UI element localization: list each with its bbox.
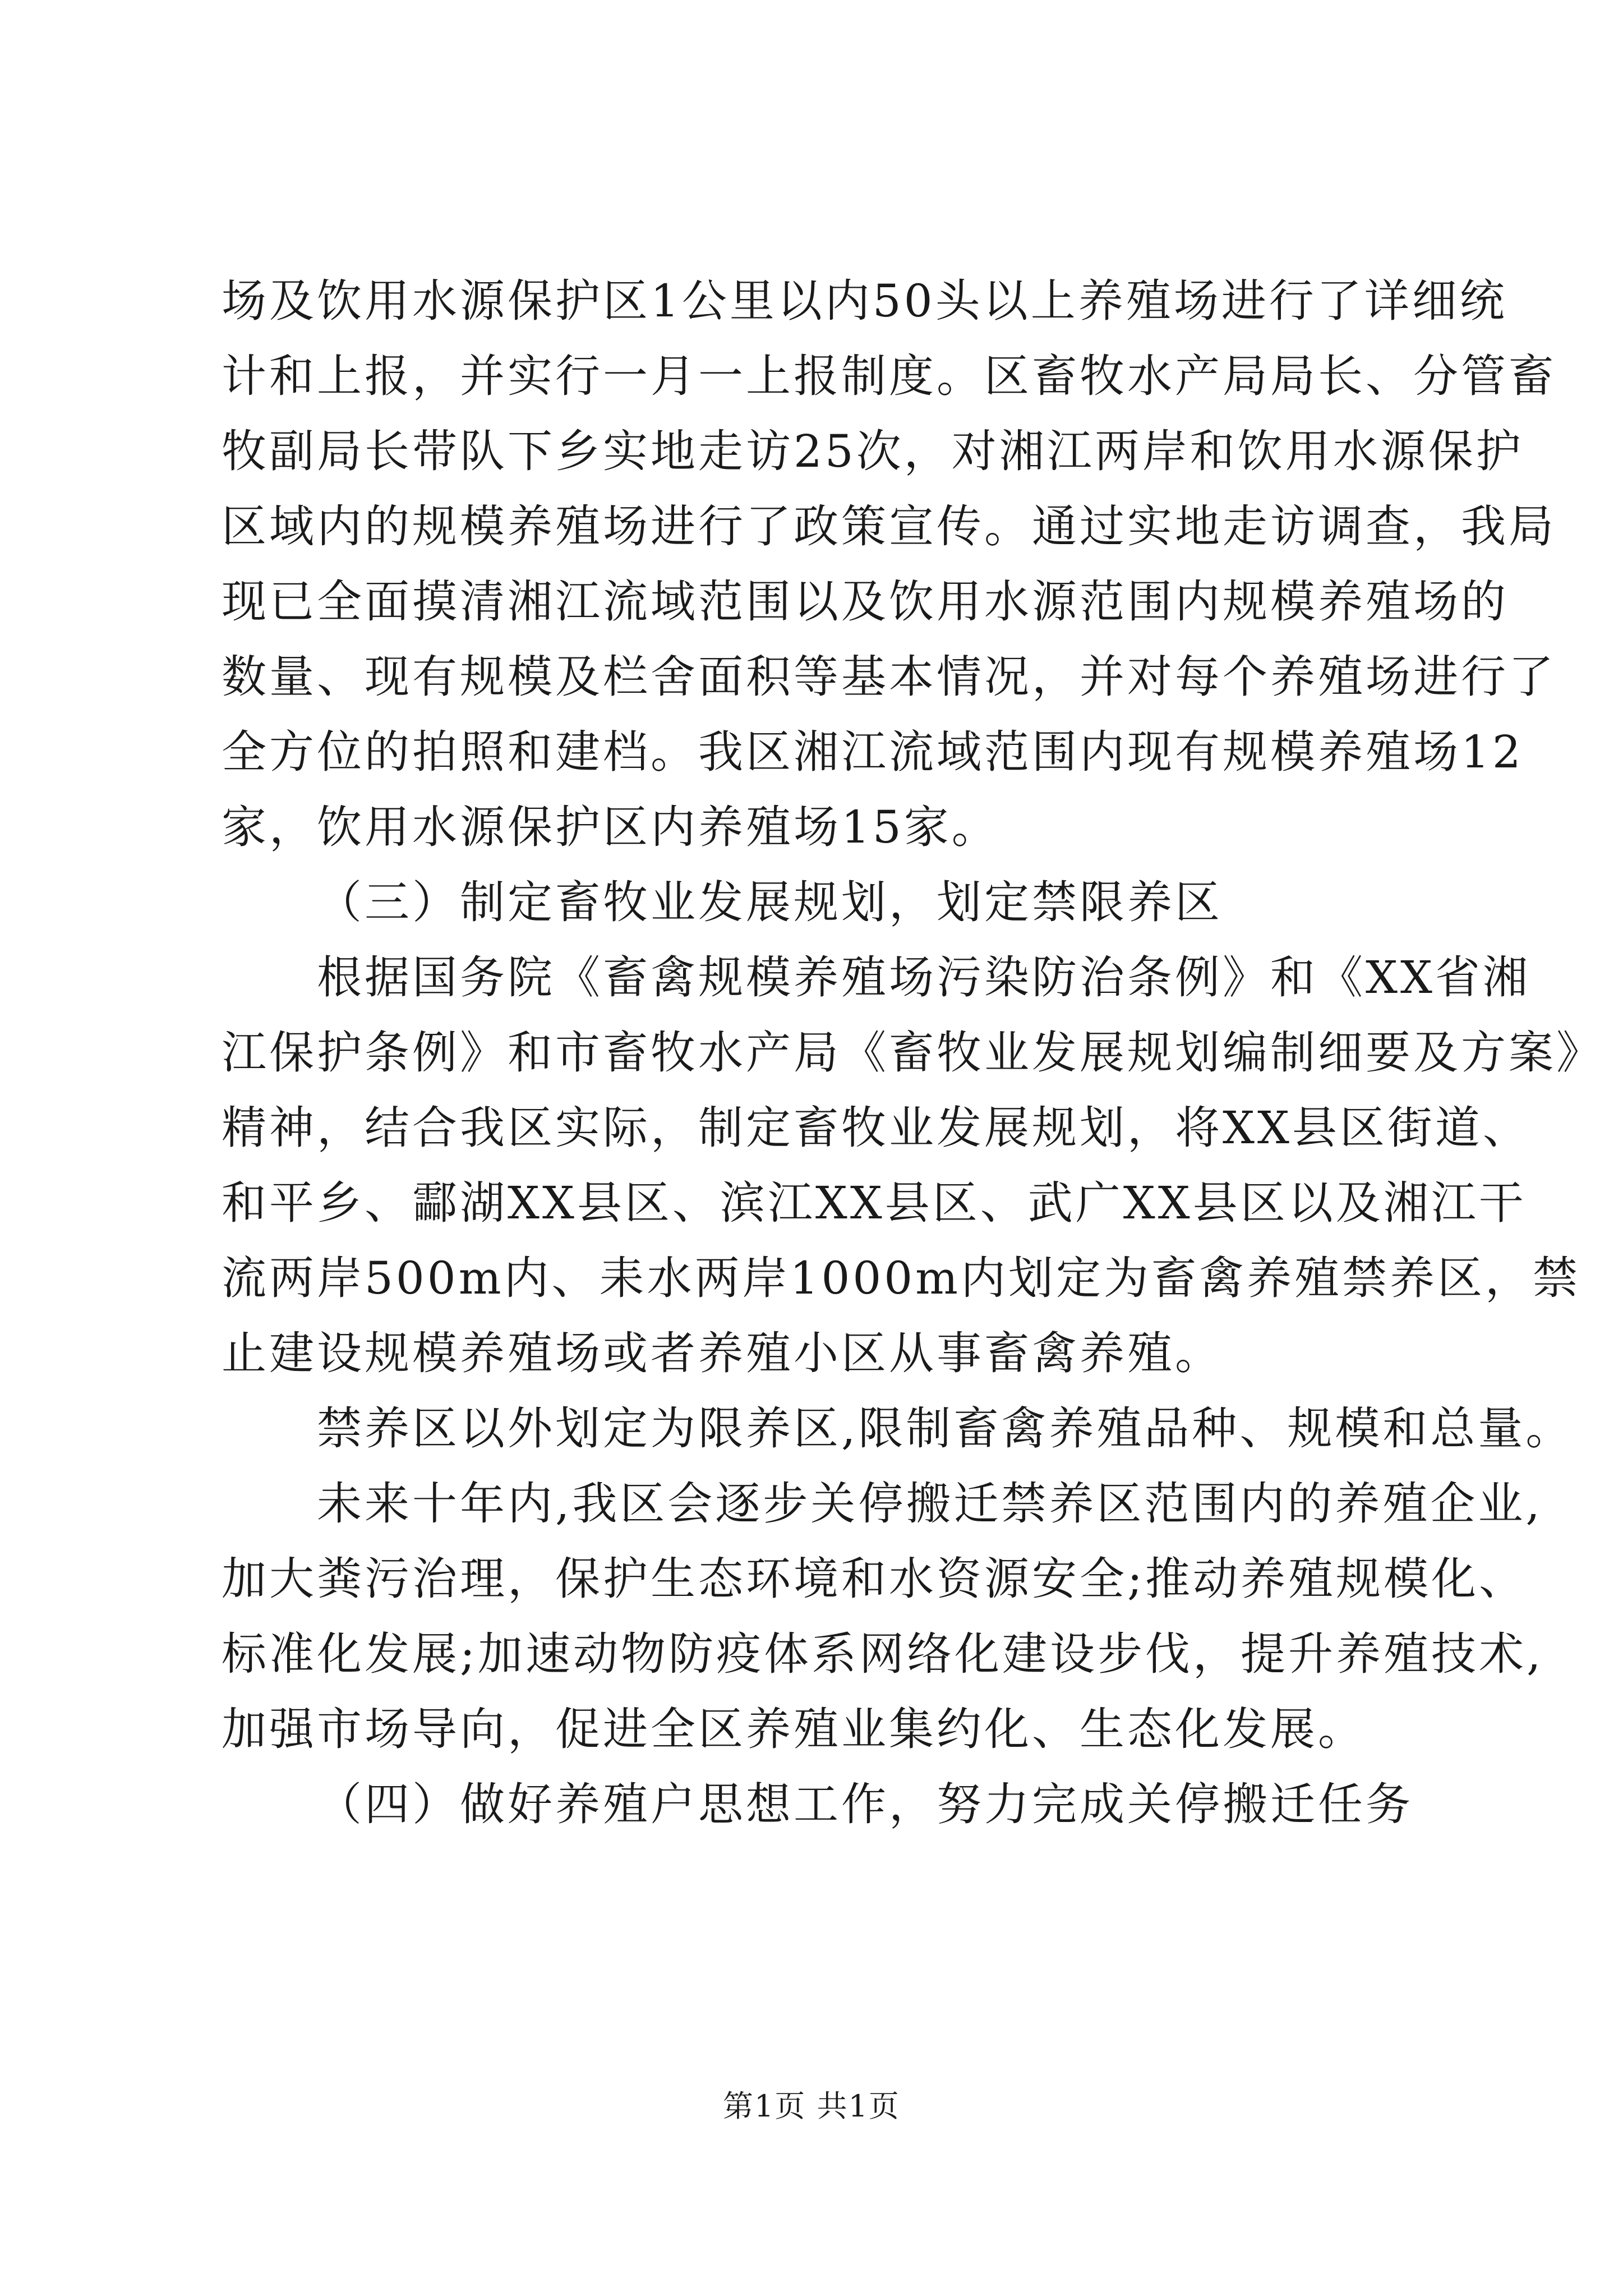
body-line: 区域内的规模养殖场进行了政策宣传。通过实地走访调查，我局: [222, 500, 1556, 553]
body-line: 加强市场导向，促进全区养殖业集约化、生态化发展。: [222, 1703, 1366, 1755]
body-line: 场及饮用水源保护区1公里以内50头以上养殖场进行了详细统: [222, 275, 1507, 327]
body-line: 止建设规模养殖场或者养殖小区从事畜禽养殖。: [222, 1327, 1223, 1379]
body-line: 全方位的拍照和建档。我区湘江流域范围内现有规模养殖场12: [222, 726, 1524, 778]
paragraph-start-line: 未来十年内,我区会逐步关停搬迁禁养区范围内的养殖企业,: [317, 1478, 1543, 1530]
section-heading-3: （三）制定畜牧业发展规划，划定禁限养区: [317, 876, 1223, 928]
body-line: 加大粪污治理，保护生态环境和水资源安全;推动养殖规模化、: [222, 1553, 1527, 1605]
paragraph-start-line: 根据国务院《畜禽规模养殖场污染防治条例》和《XX省湘: [317, 951, 1530, 1004]
body-line: 家，饮用水源保护区内养殖场15家。: [222, 801, 999, 853]
body-line: 现已全面摸清湘江流域范围以及饮用水源范围内规模养殖场的: [222, 576, 1509, 628]
body-line: 标准化发展;加速动物防疫体系网络化建设步伐，提升养殖技术,: [222, 1628, 1544, 1680]
paragraph-start-line: 禁养区以外划定为限养区,限制畜禽养殖品种、规模和总量。: [317, 1402, 1574, 1455]
document-body: [222, 264, 1604, 1842]
body-line: 流两岸500m内、耒水两岸1000m内划定为畜禽养殖禁养区，禁: [222, 1252, 1581, 1304]
body-line: 数量、现有规模及栏舍面积等基本情况，并对每个养殖场进行了: [222, 651, 1556, 703]
page-footer: 第1页 共1页: [723, 2088, 900, 2124]
body-line: 和平乡、酃湖XX县区、滨江XX县区、武广XX县区以及湘江干: [222, 1177, 1527, 1229]
body-line: 江保护条例》和市畜牧水产局《畜牧业发展规划编制细要及方案》: [222, 1027, 1604, 1079]
section-heading-4: （四）做好养殖户思想工作，努力完成关停搬迁任务: [317, 1778, 1413, 1830]
body-line: 精神，结合我区实际，制定畜牧业发展规划，将XX县区街道、: [222, 1102, 1530, 1154]
body-line: 计和上报，并实行一月一上报制度。区畜牧水产局局长、分管畜: [222, 350, 1556, 402]
body-line: 牧副局长带队下乡实地走访25次，对湘江两岸和饮用水源保护: [222, 425, 1524, 477]
